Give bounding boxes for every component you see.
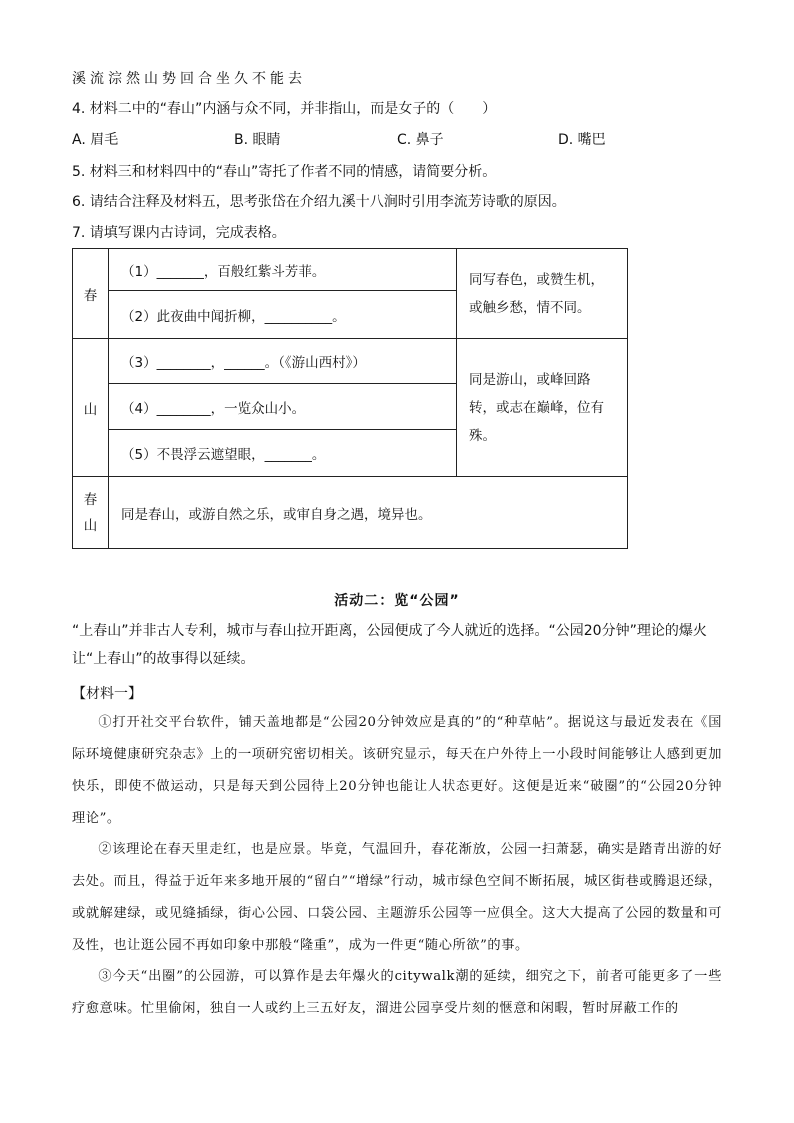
option-a[interactable]: A. 眉毛 xyxy=(72,132,119,148)
intro-paragraph: “上春山”并非古人专利，城市与春山拉开距离，公园便成了今人就近的选择。“公园20分钟”理论的爆火让“上春山”的故事得以延续。 xyxy=(72,623,707,667)
blank-2[interactable]: （2）此夜曲中闻折柳，__________。 xyxy=(109,291,457,339)
option-d[interactable]: D. 嘴巴 xyxy=(558,132,606,148)
blank-4[interactable]: （4）________，一览众山小。 xyxy=(109,384,457,430)
poetry-table xyxy=(72,248,628,549)
row-head-mountain: 山 xyxy=(73,339,109,477)
summary-spring-mountain: 同是春山，或游自然之乐，或审自身之遇，境异也。 xyxy=(109,477,628,549)
paragraph-3: ③今天“出圈”的公园游，可以算作是去年爆火的citywalk潮的延续，细究之下，前者可能更多了一些疗愈意味。忙里偷闲，独自一人或约上三五好友，溜进公园享受片刻的惬意和闲暇，暂时屏蔽工作的 xyxy=(72,969,722,1016)
question-4: 4. 材料二中的“春山”内涵与众不同，并非指山，而是女子的（ ） xyxy=(72,101,497,117)
option-b[interactable]: B. 眼睛 xyxy=(234,132,281,148)
row-head-spring: 春 xyxy=(73,249,109,339)
blank-1[interactable]: （1）_______，百般红紫斗芳菲。 xyxy=(109,249,457,291)
row-head-spring-mountain xyxy=(73,477,109,549)
question-4-options xyxy=(72,129,632,149)
question-5: 5. 材料三和材料四中的“春山”寄托了作者不同的情感，请简要分析。 xyxy=(72,164,497,180)
poem-line: 溪流淙然山势回合坐久不能去 xyxy=(72,71,306,87)
blank-5[interactable]: （5）不畏浮云遮望眼，_______。 xyxy=(109,430,457,477)
paragraph-2: ②该理论在春天里走红，也是应景。毕竟，气温回升，春花渐放，公园一扫萧瑟，确实是踏青出游的好去处。而且，得益于近年来多地开展的“留白”“增绿”行动，城市绿色空间不断拓展，城区街巷或腾退还绿，或就解建绿，或见缝插绿，街心公园、口袋公园、主题游乐公园等一应俱全。这大大提高了公园的数量和可及性，也让逛公园不再如印象中那般“隆重”，成为一件更“随心所欲”的事。 xyxy=(72,842,722,953)
question-6: 6. 请结合注释及材料五，思考张岱在介绍九溪十八涧时引用李流芳诗歌的原因。 xyxy=(72,194,566,210)
note-mountain: 同是游山，或峰回路转，或志在巅峰，位有殊。 xyxy=(457,339,628,477)
head-char-mountain: 山 xyxy=(83,517,98,534)
question-7: 7. 请填写课内古诗词，完成表格。 xyxy=(72,225,286,241)
option-c[interactable]: C. 鼻子 xyxy=(397,132,444,148)
head-char-spring: 春 xyxy=(83,491,98,508)
paragraph-1: ①打开社交平台软件，铺天盖地都是“公园20分钟效应是真的”的“种草帖”。据说这与最近发表在《国际环境健康研究杂志》上的一项研究密切相关。该研究显示，每天在户外待上一小段时间能够让人感到更加快乐，即使不做运动，只是每天到公园待上20分钟也能让人状态更好。这便是近来“破圈”的“公园20分钟理论”。 xyxy=(72,715,722,826)
activity-title: 活动二：览“公园” xyxy=(334,593,460,609)
note-spring: 同写春色，或赞生机，或触乡愁，情不同。 xyxy=(457,249,628,339)
blank-3[interactable]: （3）________，______。（《游山西村》） xyxy=(109,339,457,384)
material-label: 【材料一】 xyxy=(72,686,142,702)
